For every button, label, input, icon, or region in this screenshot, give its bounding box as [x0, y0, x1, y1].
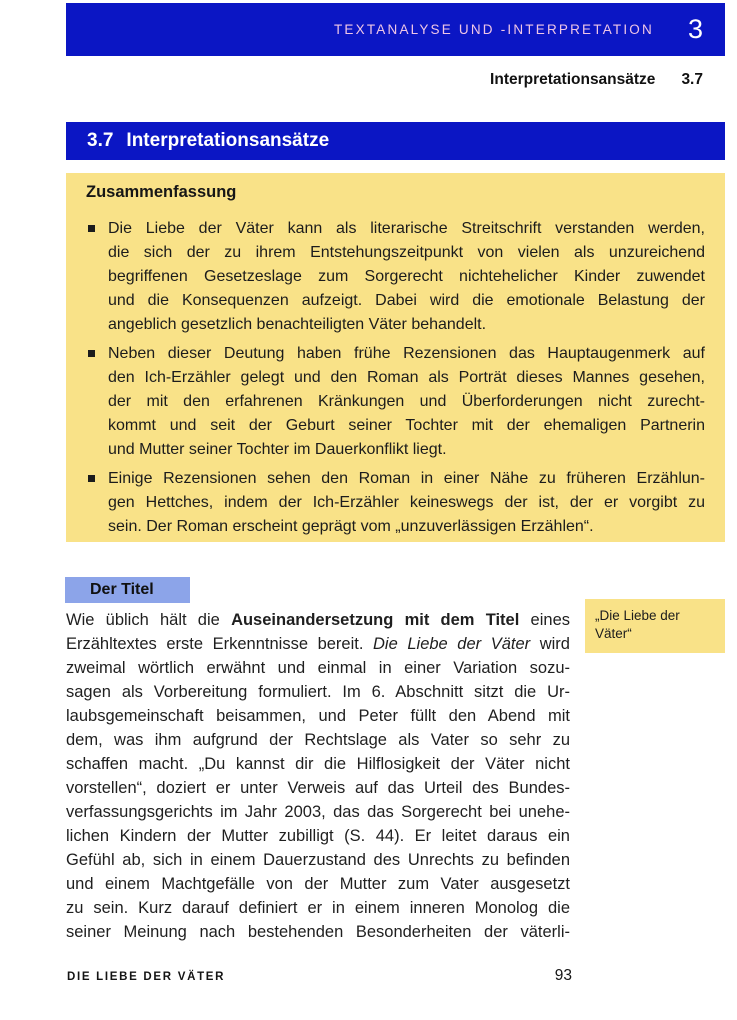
section-label: Interpretationsansätze: [126, 130, 330, 151]
running-head-label: Interpretationsansätze: [490, 71, 656, 88]
summary-bullet-item: Einige Rezensionen sehen den Roman in einer Nähe zu früheren Erzählun- gen Hettches, indem der Ich-Erzähler keineswegs der ist, der er vorgibt zu sein. Der Roman erscheint geprägt vom „unzuverlässigen Erzählen“.: [86, 467, 705, 539]
footer-book-title: DIE LIEBE DER VÄTER: [67, 971, 226, 983]
chapter-header-bar: [66, 3, 725, 56]
section-title-bar: [66, 122, 725, 160]
bullet-square-icon: [88, 350, 95, 357]
running-head: [66, 71, 703, 89]
subsection-title-label: Der Titel: [90, 581, 154, 598]
subsection-title: [65, 577, 190, 603]
summary-bullet-item: Die Liebe der Väter kann als literarische Streitschrift verstanden werden, die sich der zu ihrem Entstehungszeitpunkt von vielen als unzureichend begriffenen Gesetzeslage zum Sorgerecht nichtehelicher Kinder zuwendet und die Konsequenzen aufzeigt. Dabei wird die emotionale Belastung der angeblich gesetzlich benachteiligten Väter behandelt.: [86, 217, 705, 337]
chapter-number: 3: [687, 14, 703, 44]
summary-panel: [66, 173, 725, 542]
summary-bullet-list: [86, 217, 705, 539]
footer-page-number: 93: [554, 967, 572, 984]
body-paragraph: Wie üblich hält die Auseinandersetzung mit dem Titel eines Erzähltextes erste Erkenntnisse bereit. Die Liebe der Väter wird zweimal wörtlich erwähnt und einmal in einer Variation sozu- sagen als Vorbereitung formuliert. Im 6. Abschnitt sitzt die Ur- laubsgemeinschaft beisammen, und Peter füllt den Abend mit dem, was ihm aufgrund der Rechtslage als Vater so sehr zu schaffen macht. „Du kannst dir die Hilflosigkeit der Väter nicht vorstellen“, doziert er unter Verweis auf das Urteil des Bundes- verfassungsgerichts im Jahr 2003, das das Sorgerecht bei unehe- lichen Kindern der Mutter zubilligt (S. 44). Er leitet daraus ein Gefühl ab, sich in einem Dauerzustand des Unrechts zu befinden und einem Machtgefälle von der Mutter zum Vater ausgesetzt zu sein. Kurz darauf definiert er in einem inneren Monolog die seiner Meinung nach bestehenden Besonderheiten der väterli-: [66, 611, 571, 941]
summary-bullet-item: Neben dieser Deutung haben frühe Rezensionen das Hauptaugenmerk auf den Ich-Erzähler gelegt und den Roman als Porträt dieses Mannes gesehen, der mit den erfahrenen Kränkungen und Überforderungen nicht zurecht- kommt und seit der Geburt seiner Tochter mit der ehemaligen Partnerin und Mutter seiner Tochter im Dauerkonflikt liegt.: [86, 342, 705, 462]
chapter-title: TEXTANALYSE UND -INTERPRETATION: [333, 22, 654, 37]
section-number: 3.7: [87, 130, 114, 151]
bullet-square-icon: [88, 475, 95, 482]
margin-note-text: „Die Liebe der Väter“: [595, 608, 680, 641]
summary-heading: Zusammenfassung: [86, 183, 237, 201]
bullet-square-icon: [88, 225, 95, 232]
running-head-number: 3.7: [681, 71, 703, 88]
margin-note: [585, 599, 725, 653]
